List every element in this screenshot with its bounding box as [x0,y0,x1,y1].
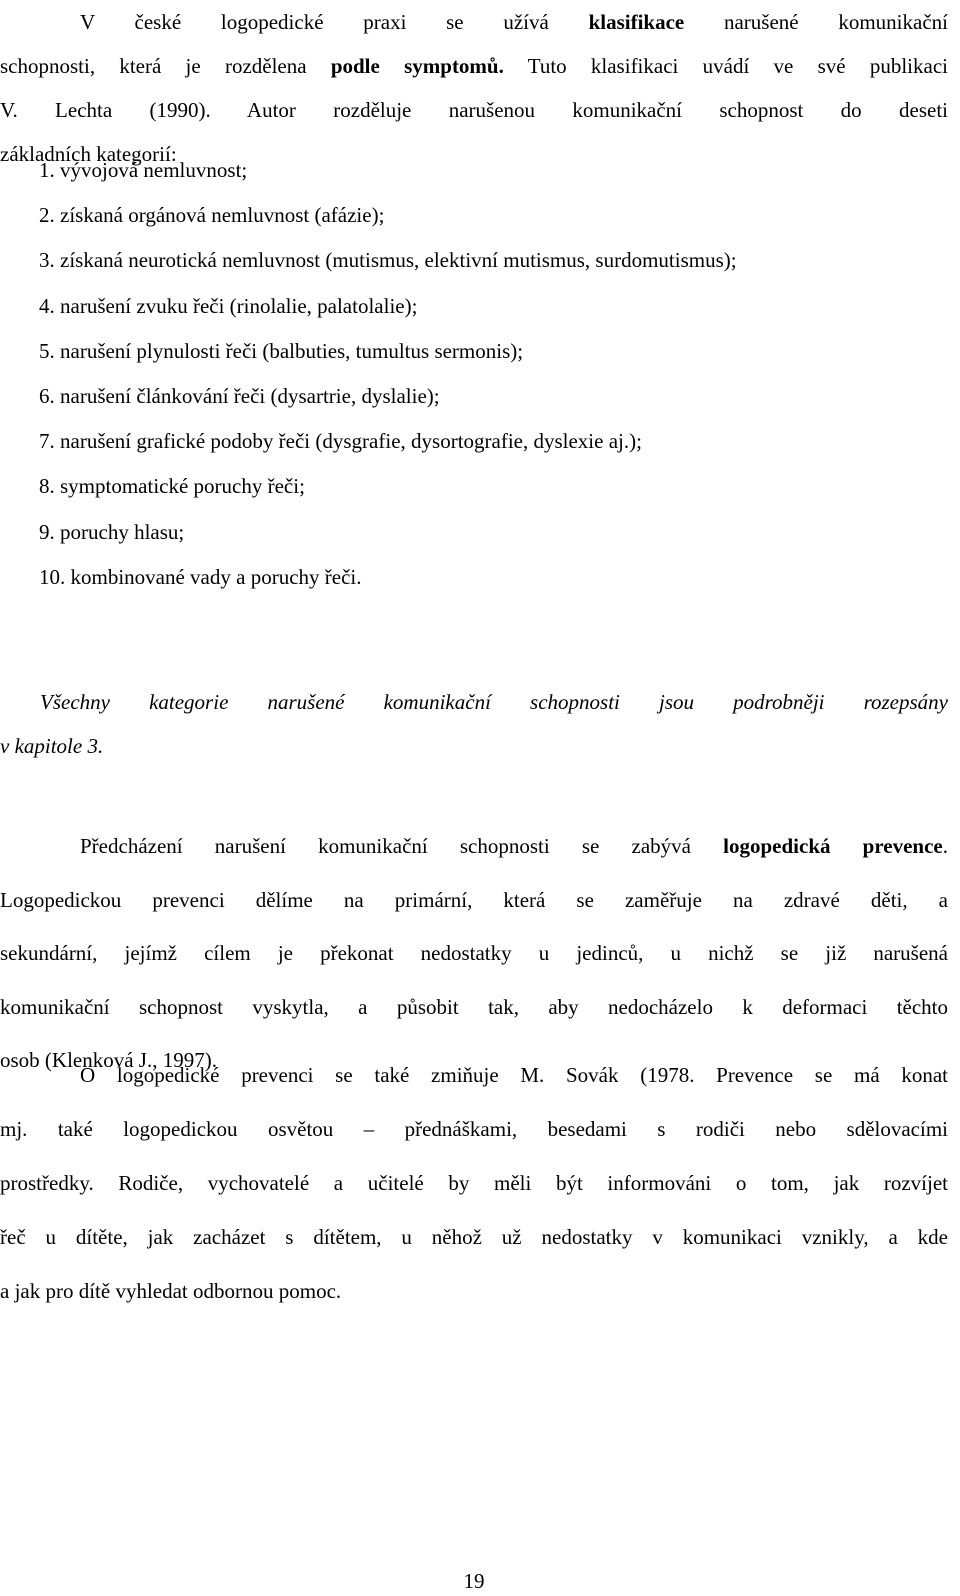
list-item: 7. narušení grafické podoby řeči (dysgrafie, dysortografie, dyslexie aj.); [39,429,642,454]
list-item: 5. narušení plynulosti řeči (balbuties, tumultus sermonis); [39,338,524,363]
text-line: řeč u dítěte, jak zacházet s dítětem, u něhož už nedostatky v komunikaci vznikly, a kde [0,1225,948,1249]
bold-term: podle symptomů. [330,54,504,78]
text-line: Logopedickou prevenci dělíme na primární, která se zaměřuje na zdravé děti, a [0,887,948,912]
page-number: 19 [463,1569,485,1593]
text-line [0,820,948,874]
text-line: Všechny kategorie narušené komunikační schopnosti jsou podrobněji rozepsány [40,690,948,714]
list-item: 8. symptomatické poruchy řeči; [39,474,305,499]
text-run: Tuto klasifikaci uvádí ve své publikaci [503,54,948,78]
text-line: O logopedické prevenci se také zmiňuje M. Sovák (1978. Prevence se má konat [80,1063,948,1087]
paragraph-sovak [0,1048,948,1318]
text-run: schopnosti, která je rozdělena [0,54,331,78]
text-run: V české logopedické praxi se užívá [80,10,589,34]
text-line: osob (Klenková J., 1997). [0,1048,217,1072]
list-item: 9. poruchy hlasu; [39,519,185,544]
list-item: 6. narušení článkování řeči (dysartrie, dyslalie); [39,384,440,409]
text-line [0,0,948,44]
list-item: 4. narušení zvuku řeči (rinolalie, palatolalie); [39,293,418,318]
text-line: sekundární, jejímž cílem je překonat nedostatky u jedinců, u nichž se již narušená [0,941,948,965]
text-run: . [942,834,948,858]
text-run: narušené komunikační [684,10,948,34]
text-line: komunikační schopnost vyskytla, a působit tak, aby nedocházelo k deformaci těchto [0,994,948,1019]
text-line: V. Lechta (1990). Autor rozděluje narušenou komunikační schopnost do deseti [0,98,948,122]
list-item: 3. získaná neurotická nemluvnost (mutismus, elektivní mutismus, surdomutismus); [39,248,737,273]
list-item: 10. kombinované vady a poruchy řeči. [39,564,362,589]
paragraph-chapter-reference [0,680,948,768]
category-list [39,148,939,600]
text-line: mj. také logopedickou osvětou – přednáškami, besedami s rodiči nebo sdělovacími [0,1117,948,1141]
bold-term: klasifikace [588,10,685,34]
bold-term: logopedická prevence [723,834,943,858]
text-line: základních kategorií: [0,142,177,166]
list-item: 2. získaná orgánová nemluvnost (afázie); [39,203,385,228]
text-run: Předcházení narušení komunikační schopnosti se zabývá [80,834,724,858]
text-line: a jak pro dítě vyhledat odbornou pomoc. [0,1279,342,1303]
text-line [0,44,948,88]
text-line: v kapitole 3. [0,734,104,758]
list-item: 1. vývojová nemluvnost; [39,158,248,182]
text-line: prostředky. Rodiče, vychovatelé a učitelé by měli být informováni o tom, jak rozvíjet [0,1171,948,1195]
